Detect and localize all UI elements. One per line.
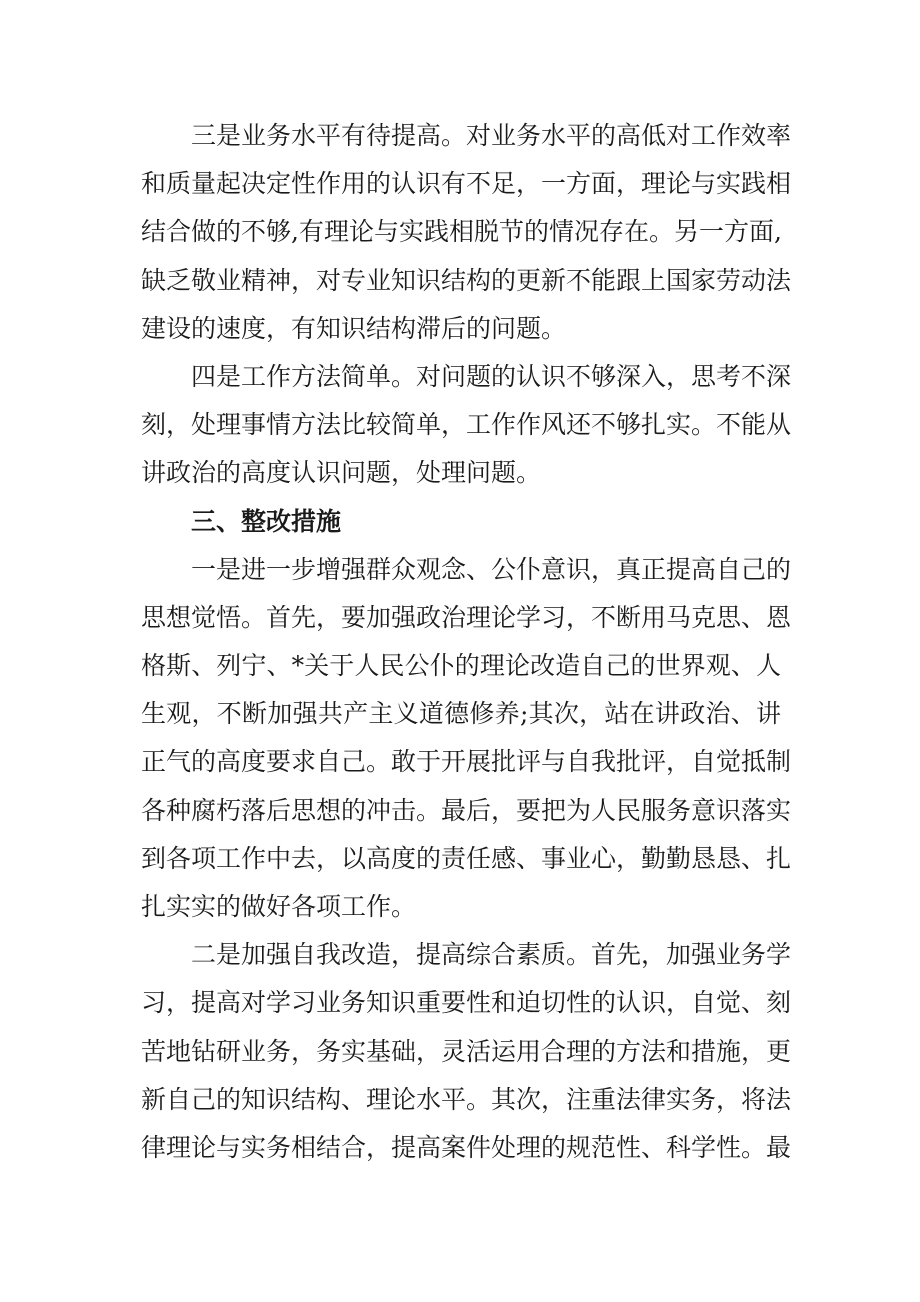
text-line: 扎实实的做好各项工作。 [141, 892, 417, 921]
text-line: 建设的速度，有知识结构滞后的问题。 [141, 313, 567, 343]
text-line: 二是加强自我改造，提高综合素质。首先，加强业务学 [191, 940, 792, 970]
text-line: 四是工作方法简单。对问题的认识不够深入，思考不深 [191, 361, 792, 391]
section-heading: 三、整改措施 [191, 506, 342, 536]
text-line: 三是业务水平有待提高。对业务水平的高低对工作效率 [191, 121, 792, 150]
text-line: 刻，处理事情方法比较简单，工作作风还不够扎实。不能从 [141, 410, 792, 440]
text-line: 新自己的知识结构、理论水平。其次，注重法律实务，将法 [141, 1084, 792, 1114]
text-line: 各种腐朽落后思想的冲击。最后，要把为人民服务意识落实 [141, 795, 792, 825]
text-line: 习，提高对学习业务知识重要性和迫切性的认识，自觉、刻 [141, 988, 792, 1018]
text-line: 讲政治的高度认识问题，处理问题。 [141, 458, 542, 488]
text-line: 正气的高度要求自己。敢于开展批评与自我批评，自觉抵制 [141, 747, 792, 777]
text-line: 苦地钻研业务，务实基础，灵活运用合理的方法和措施，更 [141, 1036, 792, 1066]
document-body [141, 112, 792, 1172]
text-line: 律理论与实务相结合，提高案件处理的规范性、科学性。最 [141, 1132, 792, 1162]
text-line: 一是进一步增强群众观念、公仆意识，真正提高自己的 [191, 554, 792, 584]
text-line: 到各项工作中去，以高度的责任感、事业心，勤勤恳恳、扎 [141, 843, 792, 873]
text-line: 缺乏敬业精神，对专业知识结构的更新不能跟上国家劳动法 [141, 265, 792, 295]
text-line: 生观，不断加强共产主义道德修养;其次，站在讲政治、讲 [141, 699, 781, 729]
text-line: 格斯、列宁、*关于人民公仆的理论改造自己的世界观、人 [141, 651, 781, 681]
text-line: 和质量起决定性作用的认识有不足，一方面，理论与实践相 [141, 169, 792, 199]
text-line: 结合做的不够,有理论与实践相脱节的情况存在。另一方面, [141, 217, 782, 247]
text-line: 思想觉悟。首先，要加强政治理论学习，不断用马克思、恩 [141, 602, 792, 632]
